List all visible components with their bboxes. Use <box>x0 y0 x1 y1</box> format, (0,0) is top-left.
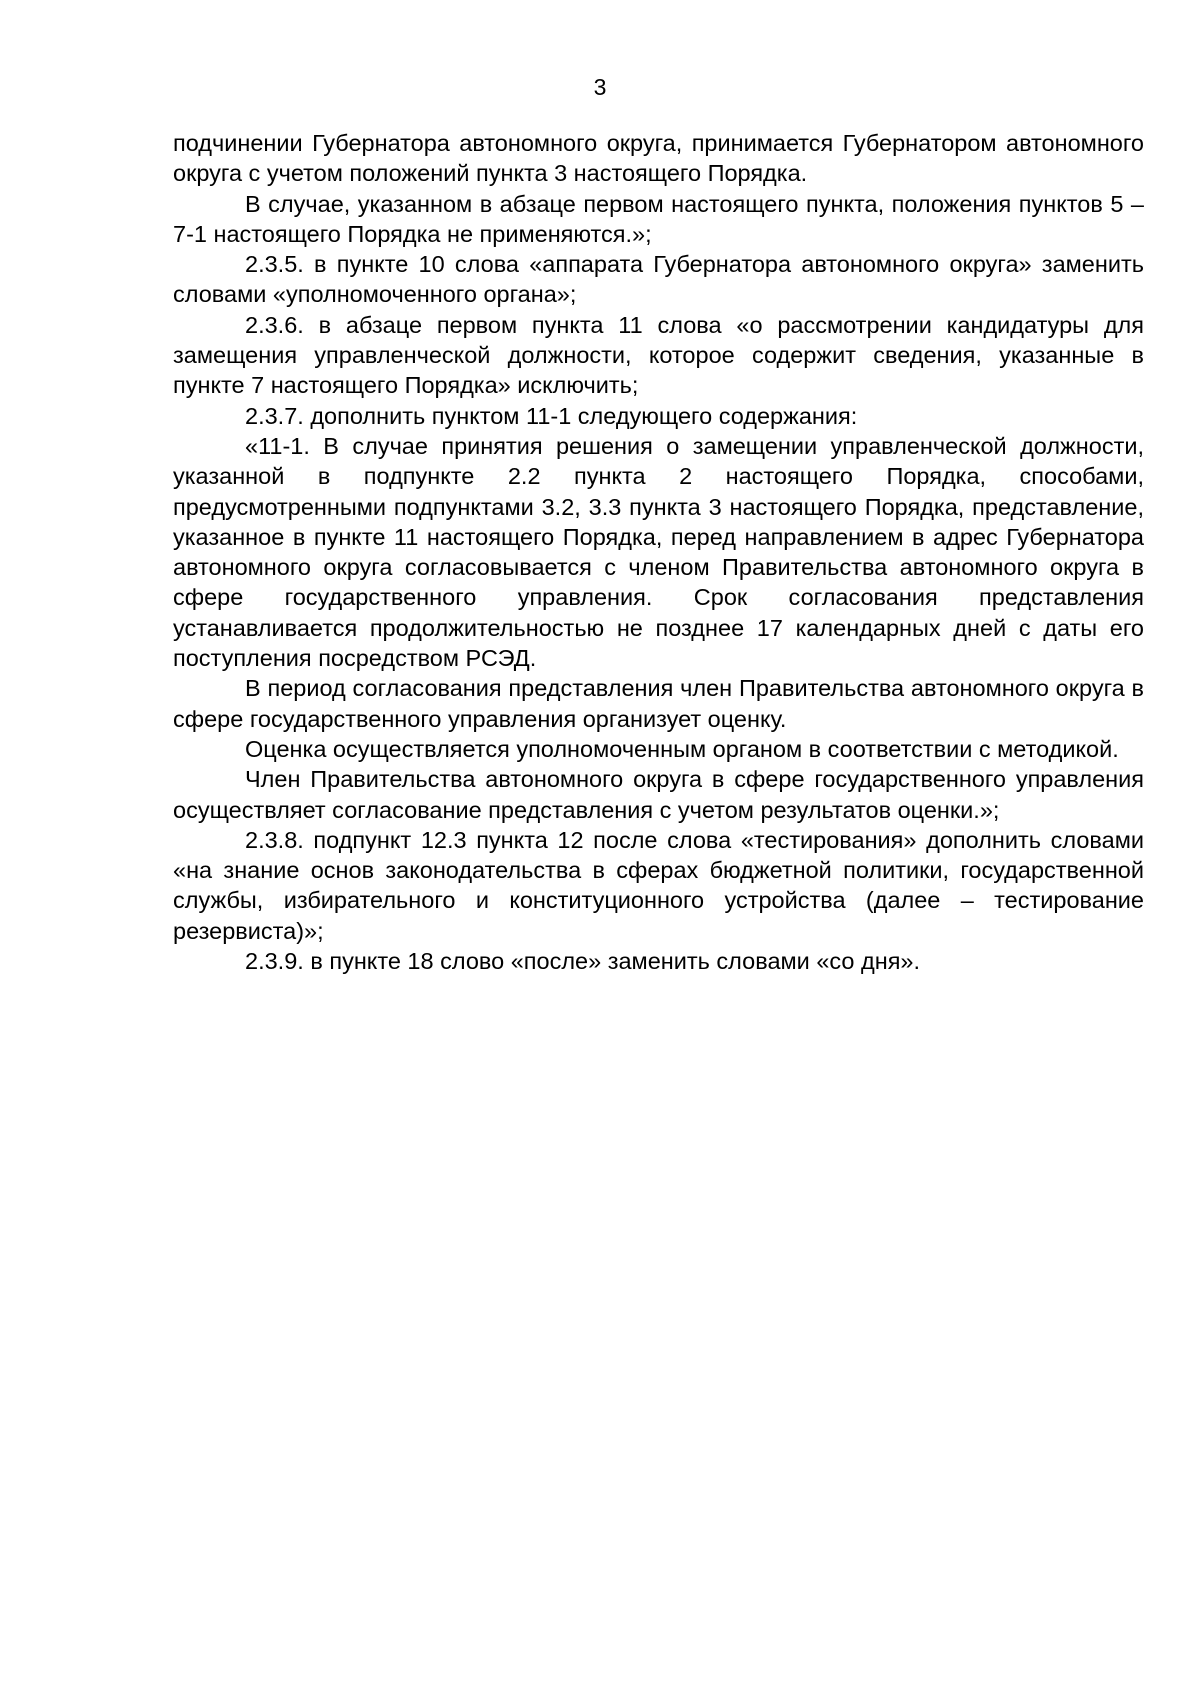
page-number: 3 <box>593 74 607 100</box>
paragraph: В случае, указанном в абзаце первом настоящего пункта, положения пунктов 5 – 7-1 настоящего Порядка не применяются.»; <box>173 190 1144 247</box>
paragraph: 2.3.6. в абзаце первом пункта 11 слова «о рассмотрении кандидатуры для замещения управленческой должности, которое содержит сведения, указанные в пункте 7 настоящего Порядка» исключить; <box>173 311 1144 399</box>
paragraph: «11-1. В случае принятия решения о замещении управленческой должности, указанной в подпункте 2.2 пункта 2 настоящего Порядка, способами, предусмотренными подпунктами 3.2, 3.3 пункта 3 настоящего Порядка, представление, указанное в пункте 11 настоящего Порядка, перед направлением в адрес Губернатора автономного округа согласовывается с членом Правительства автономного округа в сфере государственного управления. Срок согласования представления устанавливается продолжительностью не позднее 17 календарных дней с даты его поступления посредством РСЭД. <box>173 432 1144 672</box>
paragraph: 2.3.7. дополнить пунктом 11-1 следующего содержания: <box>245 402 858 429</box>
paragraph: 2.3.5. в пункте 10 слова «аппарата Губернатора автономного округа» заменить словами «уполномоченного органа»; <box>173 251 1144 308</box>
paragraph: подчинении Губернатора автономного округа, принимается Губернатором автономного округа с учетом положений пункта 3 настоящего Порядка. <box>173 130 1144 187</box>
paragraph: Член Правительства автономного округа в сфере государственного управления осуществляет согласование представления с учетом результатов оценки.»; <box>173 766 1144 823</box>
paragraph: 2.3.9. в пункте 18 слово «после» заменить словами «со дня». <box>245 948 921 975</box>
paragraph: В период согласования представления член Правительства автономного округа в сфере государственного управления организует оценку. <box>173 675 1144 732</box>
paragraph: Оценка осуществляется уполномоченным органом в соответствии с методикой. <box>245 735 1119 762</box>
document-body <box>173 128 1144 976</box>
paragraph: 2.3.8. подпункт 12.3 пункта 12 после слова «тестирования» дополнить словами «на знание основ законодательства в сферах бюджетной политики, государственной службы, избирательного и конституционного устройства (далее – тестирование резервиста)»; <box>173 826 1144 944</box>
